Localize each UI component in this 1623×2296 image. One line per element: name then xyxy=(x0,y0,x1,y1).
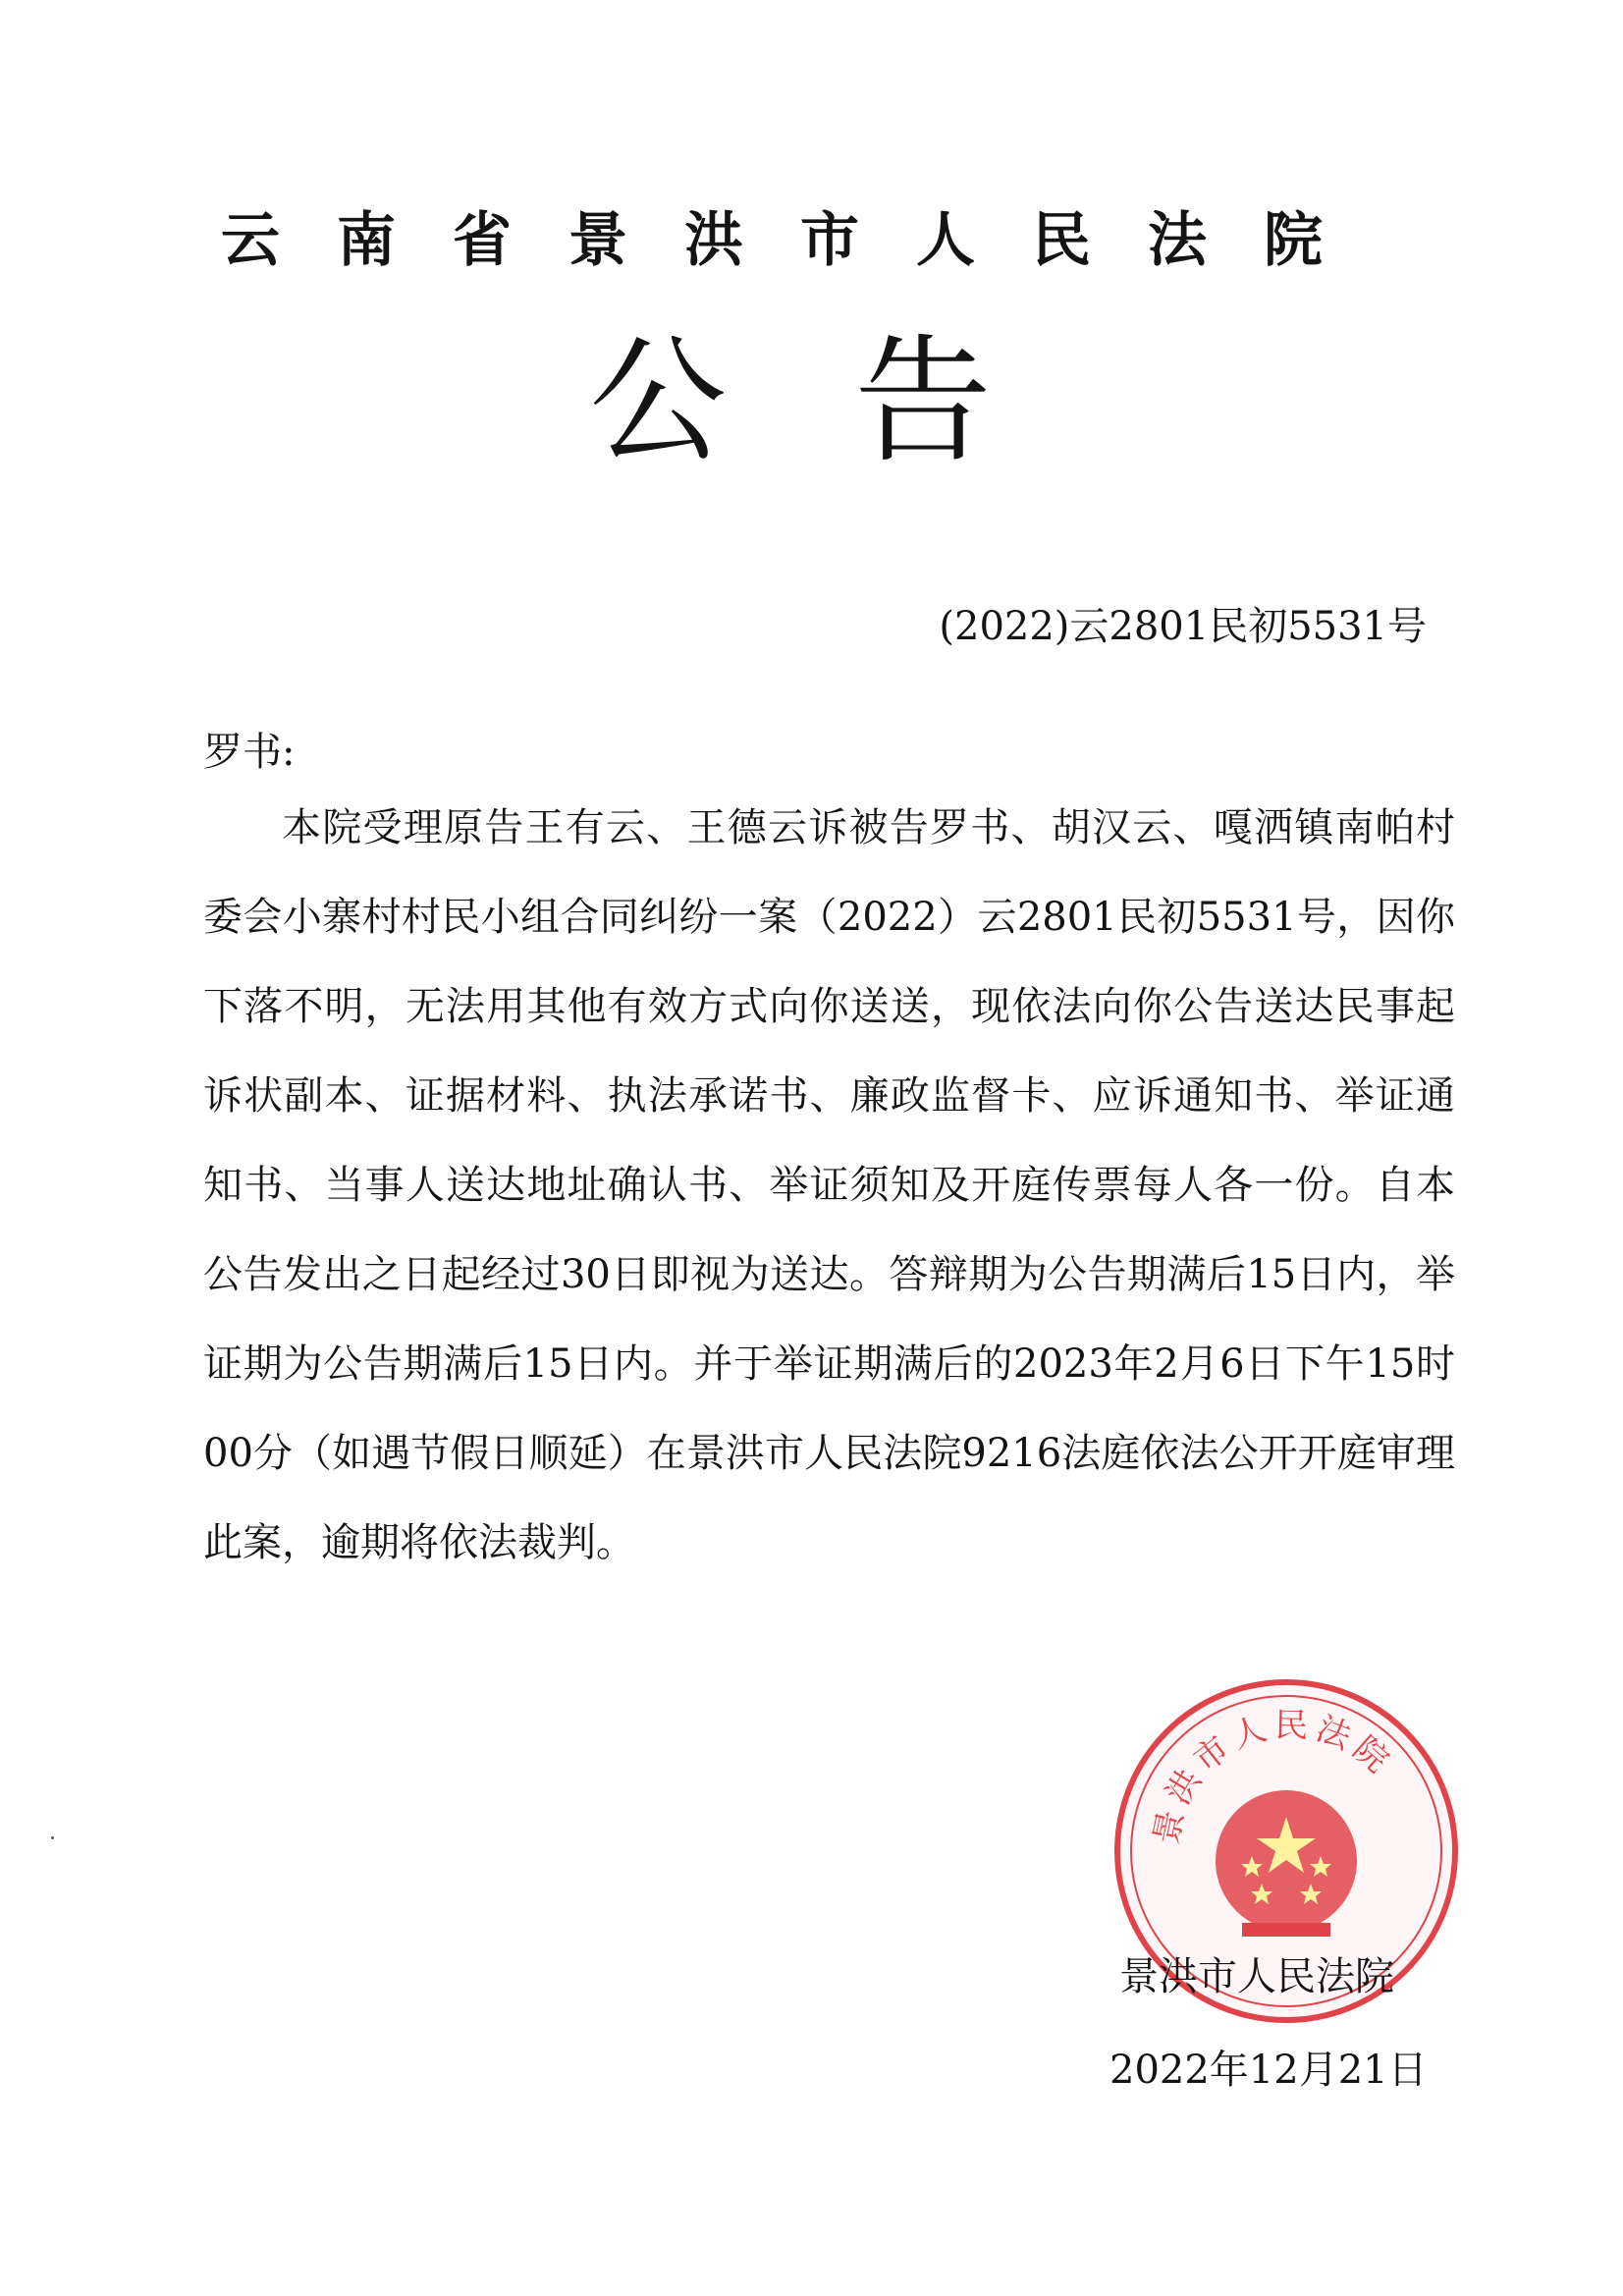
document-title: 公告 xyxy=(589,322,1120,482)
seal-ring-text: 景洪市人民法院 xyxy=(1146,1705,1401,1848)
announcement-body: 本院受理原告王有云、王德云诉被告罗书、胡汉云、嘎洒镇南帕村委会小寨村村民小组合同纠纷一案（2022）云2801民初5531号，因你下落不明，无法用其他有效方式向你送送，现依法向你公告送达民事起诉状副本、证据材料、执法承诺书、廉政监督卡、应诉通知书、举证通知书、当事人送达地址确认书、举证须知及开庭传票每人各一份。自本公告发出之日起经过30日即视为送达。答辩期为公告期满后15日内，举证期为公告期满后15日内。并于举证期满后的2023年2月6日下午15时00分（如遇节假日顺延）在景洪市人民法院9216法庭依法公开开庭审理此案，逾期将依法裁判。 xyxy=(203,805,1455,1565)
case-number: (2022)云2801民初5531号 xyxy=(939,604,1427,649)
scan-speck xyxy=(51,1836,54,1839)
addressee: 罗书: xyxy=(203,730,296,775)
court-name: 云南省景洪市人民法院 xyxy=(221,206,1380,275)
issuer-name: 景洪市人民法院 xyxy=(1119,1954,1394,1999)
issue-date: 2022年12月21日 xyxy=(1109,2048,1428,2093)
